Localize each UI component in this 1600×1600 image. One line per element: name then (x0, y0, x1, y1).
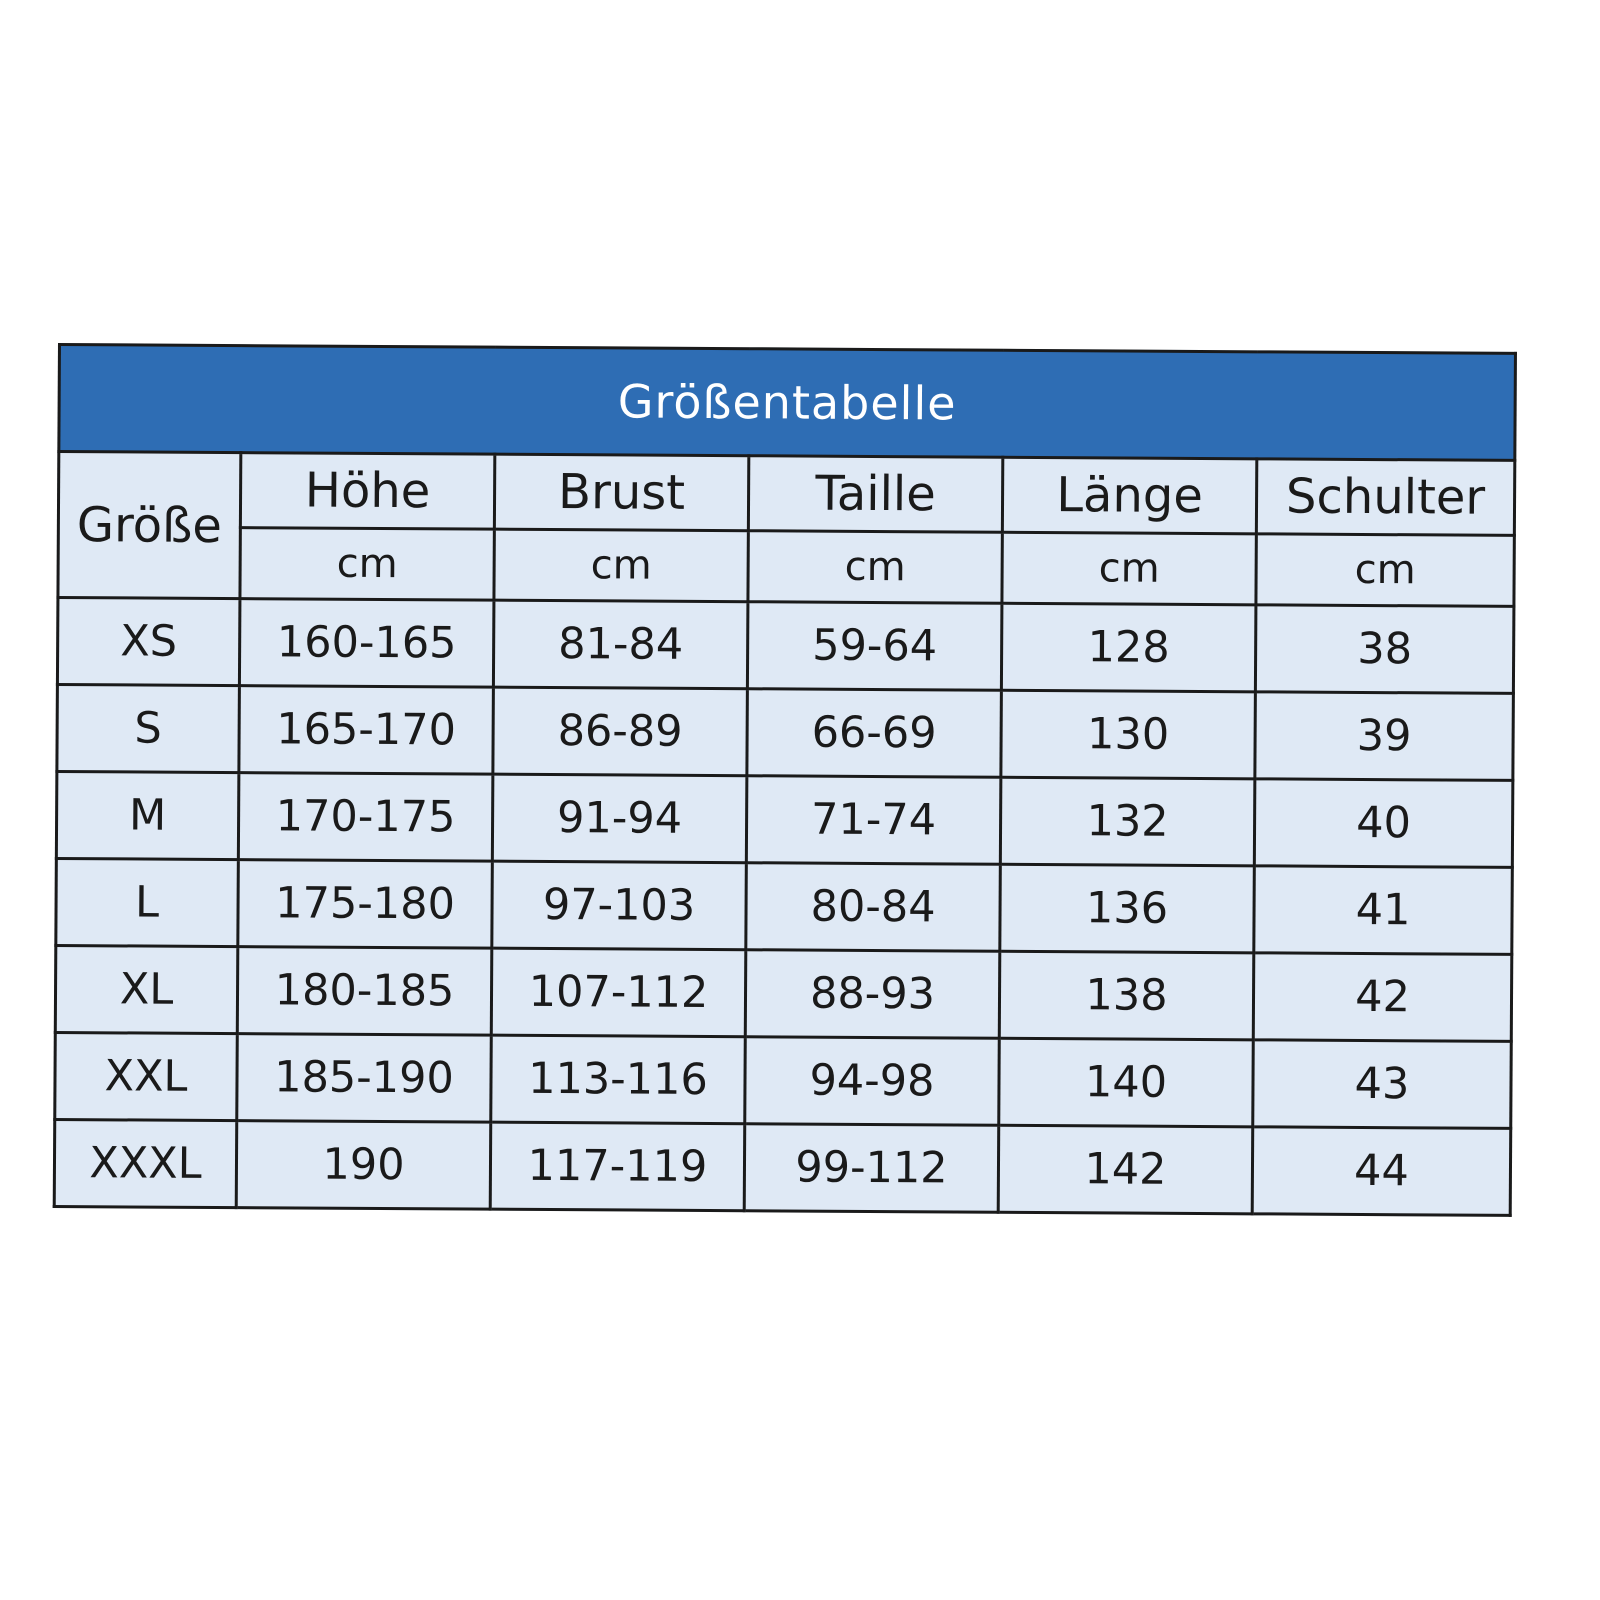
cell-brust: 117-119 (490, 1122, 745, 1211)
cell-schulter: 44 (1252, 1127, 1511, 1216)
table-row (54, 1119, 1511, 1215)
unit-hoehe: cm (240, 528, 494, 601)
cell-laenge: 136 (1000, 864, 1255, 953)
table-row (57, 598, 1514, 694)
unit-brust: cm (494, 529, 748, 602)
table-row (57, 685, 1514, 781)
cell-brust: 86-89 (493, 687, 748, 776)
cell-laenge: 130 (1001, 690, 1256, 779)
cell-size: XXL (55, 1032, 238, 1120)
cell-schulter: 40 (1254, 779, 1513, 868)
cell-taille: 80-84 (746, 863, 1001, 952)
size-chart (53, 343, 1514, 1217)
column-header-schulter: Schulter (1256, 459, 1514, 536)
cell-schulter: 42 (1253, 953, 1512, 1042)
column-header-groesse: Größe (58, 452, 241, 599)
column-header-brust: Brust (494, 454, 748, 531)
cell-schulter: 41 (1254, 866, 1513, 955)
cell-taille: 99-112 (744, 1124, 999, 1213)
cell-brust: 91-94 (492, 774, 747, 863)
cell-size: XL (55, 945, 238, 1033)
unit-taille: cm (748, 531, 1002, 604)
cell-laenge: 132 (1000, 777, 1255, 866)
cell-laenge: 140 (999, 1038, 1254, 1127)
cell-laenge: 138 (999, 951, 1254, 1040)
table-row (55, 945, 1512, 1041)
cell-hoehe: 175-180 (238, 860, 493, 949)
cell-size: L (56, 858, 239, 946)
cell-brust: 113-116 (491, 1035, 746, 1124)
cell-laenge: 128 (1001, 603, 1256, 692)
cell-schulter: 39 (1255, 692, 1514, 781)
cell-size: XS (57, 598, 240, 686)
cell-laenge: 142 (998, 1125, 1253, 1214)
cell-hoehe: 190 (236, 1121, 491, 1210)
cell-hoehe: 185-190 (237, 1034, 492, 1123)
cell-hoehe: 170-175 (238, 773, 493, 862)
cell-schulter: 43 (1253, 1040, 1512, 1129)
column-header-taille: Taille (748, 456, 1002, 533)
cell-hoehe: 160-165 (239, 599, 494, 688)
cell-size: M (56, 772, 239, 860)
cell-taille: 66-69 (747, 689, 1002, 778)
table-row (56, 858, 1513, 954)
cell-hoehe: 180-185 (237, 947, 492, 1036)
column-header-laenge: Länge (1002, 457, 1256, 534)
cell-brust: 81-84 (493, 600, 748, 689)
cell-taille: 88-93 (745, 950, 1000, 1039)
cell-size: XXXL (54, 1119, 237, 1207)
cell-taille: 71-74 (746, 776, 1001, 865)
cell-brust: 97-103 (492, 861, 747, 950)
cell-taille: 59-64 (747, 602, 1002, 691)
cell-brust: 107-112 (491, 948, 746, 1037)
cell-hoehe: 165-170 (239, 686, 494, 775)
table-row (55, 1032, 1512, 1128)
cell-schulter: 38 (1255, 605, 1514, 694)
size-table (53, 343, 1517, 1217)
cell-size: S (57, 685, 240, 773)
unit-schulter: cm (1256, 534, 1514, 607)
column-header-hoehe: Höhe (240, 453, 494, 530)
table-title: Größentabelle (59, 345, 1516, 461)
table-row (56, 772, 1513, 868)
cell-taille: 94-98 (745, 1037, 1000, 1126)
unit-laenge: cm (1002, 532, 1256, 605)
